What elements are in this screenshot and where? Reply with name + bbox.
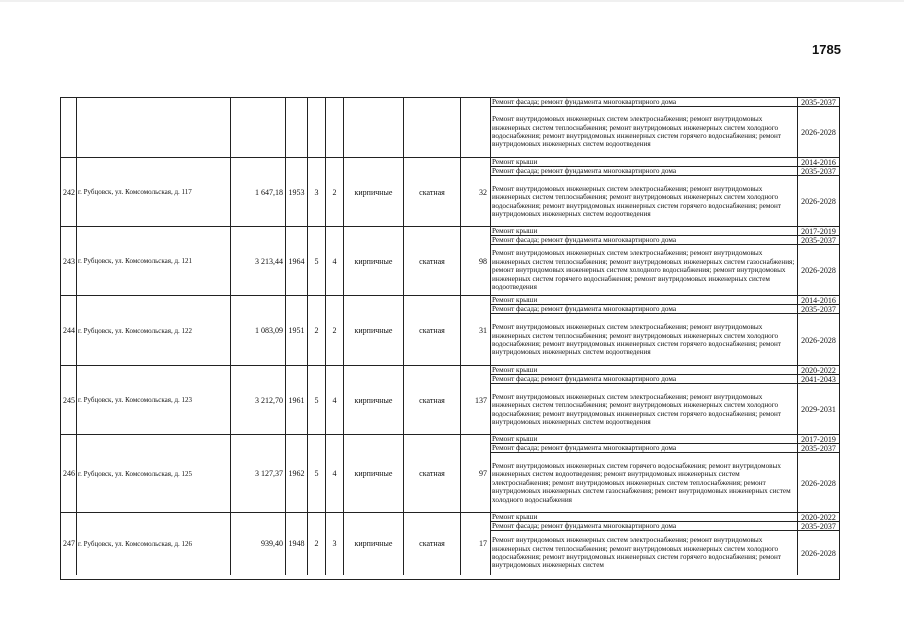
address-cell: г. Рубцовск, ул. Комсомольская, д. 121 <box>77 227 231 296</box>
works-list <box>491 513 839 575</box>
work-item <box>491 107 839 157</box>
work-description-text: Ремонт внутридомовых инженерных систем электроснабжения; ремонт внутридомовых инженерных систем теплоснабжения; ремонт внутридомовых инженерных систем холодного водоснабжения; ремонт внутридомовых инженерных систем горячего водоснабжения; ремонт внутридомовых инженерных систем водоотведения <box>492 184 782 218</box>
work-description <box>491 513 798 521</box>
works-list <box>491 158 839 227</box>
work-description <box>491 167 798 175</box>
area-cell: 3 127,37 <box>231 435 286 513</box>
work-description <box>491 435 798 443</box>
walls-cell: кирпичные <box>344 366 404 435</box>
work-item <box>491 513 839 522</box>
work-period: 2026-2028 <box>801 197 836 206</box>
work-item <box>491 236 839 245</box>
table-row-block <box>61 226 839 296</box>
work-description <box>491 296 798 304</box>
work-item <box>491 305 839 314</box>
floors-cell: 5 <box>308 366 326 435</box>
roof-cell: скатная <box>404 513 461 575</box>
work-description <box>491 366 798 374</box>
work-item <box>491 314 839 366</box>
area-cell: 3 212,70 <box>231 366 286 435</box>
work-period: 2029-2031 <box>801 405 836 414</box>
floors-cell: 5 <box>308 435 326 513</box>
area-cell <box>231 98 286 157</box>
work-description <box>491 531 798 575</box>
work-description-text: Ремонт внутридомовых инженерных систем электроснабжения; ремонт внутридомовых инженерных систем теплоснабжения; ремонт внутридомовых инженерных систем холодного водоснабжения; ремонт внутридомовых инженерных систем горячего водоснабжения; ремонт внутридомовых инженерных систем водоотведения <box>492 115 782 149</box>
row-number <box>61 98 77 157</box>
roof-cell <box>404 98 461 157</box>
work-period: 2020-2022 <box>801 512 836 522</box>
residents-cell: 98 <box>461 227 491 296</box>
work-description-text: Ремонт фасада; ремонт фундамента многоквартирного дома <box>492 444 677 452</box>
table-row-block <box>61 365 839 435</box>
work-description-text: Ремонт крыши <box>492 227 538 235</box>
walls-cell <box>344 98 404 157</box>
work-description-text: Ремонт крыши <box>492 296 538 304</box>
works-list <box>491 98 839 157</box>
table-row-block <box>61 98 839 157</box>
works-list <box>491 227 839 296</box>
work-description-text: Ремонт фасада; ремонт фундамента многоквартирного дома <box>492 375 677 383</box>
work-description <box>491 227 798 235</box>
work-item <box>491 435 839 444</box>
work-description-text: Ремонт фасада; ремонт фундамента многоквартирного дома <box>492 236 677 244</box>
row-number: 243 <box>61 227 77 296</box>
address-cell: г. Рубцовск, ул. Комсомольская, д. 123 <box>77 366 231 435</box>
work-description-text: Ремонт крыши <box>492 366 538 374</box>
work-description-text: Ремонт фасада; ремонт фундамента многоквартирного дома <box>492 305 677 313</box>
entrances-cell: 4 <box>326 366 344 435</box>
roof-cell: скатная <box>404 296 461 366</box>
table-row-block <box>61 157 839 227</box>
work-item <box>491 176 839 227</box>
work-description <box>491 375 798 383</box>
work-description <box>491 314 798 366</box>
work-description <box>491 98 798 106</box>
work-description-text: Ремонт фасада; ремонт фундамента многоквартирного дома <box>492 522 677 530</box>
entrances-cell <box>326 98 344 157</box>
row-number: 242 <box>61 158 77 227</box>
roof-cell: скатная <box>404 435 461 513</box>
work-description-text: Ремонт внутридомовых инженерных систем электроснабжения; ремонт внутридомовых инженерных систем теплоснабжения; ремонт внутридомовых инженерных систем холодного водоснабжения; ремонт внутридомовых инженерных систем горячего водоснабжения; ремонт внутридомовых инженерных систем <box>492 536 782 570</box>
work-period: 2026-2028 <box>801 266 836 275</box>
floors-cell <box>308 98 326 157</box>
table-row-block <box>61 512 839 575</box>
floors-cell: 3 <box>308 158 326 227</box>
work-description <box>491 444 798 452</box>
work-period: 2020-2022 <box>801 365 836 375</box>
work-item <box>491 296 839 305</box>
roof-cell: скатная <box>404 366 461 435</box>
address-cell: г. Рубцовск, ул. Комсомольская, д. 125 <box>77 435 231 513</box>
work-description <box>491 158 798 166</box>
residents-cell <box>461 98 491 157</box>
work-period: 2035-2037 <box>801 521 836 531</box>
year-cell: 1962 <box>286 435 308 513</box>
work-description <box>491 453 798 513</box>
area-cell: 3 213,44 <box>231 227 286 296</box>
table-row-block <box>61 434 839 513</box>
work-description-text: Ремонт фасада; ремонт фундамента многоквартирного дома <box>492 167 677 175</box>
work-item <box>491 384 839 435</box>
floors-cell: 2 <box>308 513 326 575</box>
work-item <box>491 245 839 296</box>
work-item <box>491 366 839 375</box>
work-description <box>491 176 798 227</box>
work-period: 2014-2016 <box>801 295 836 305</box>
work-item <box>491 531 839 575</box>
work-item <box>491 167 839 176</box>
entrances-cell: 2 <box>326 296 344 366</box>
area-cell: 1 647,18 <box>231 158 286 227</box>
residents-cell: 31 <box>461 296 491 366</box>
entrances-cell: 4 <box>326 435 344 513</box>
row-number: 246 <box>61 435 77 513</box>
work-period: 2035-2037 <box>801 304 836 314</box>
work-item <box>491 98 839 107</box>
work-description-text: Ремонт крыши <box>492 158 538 166</box>
work-period: 2041-2043 <box>801 374 836 384</box>
work-item <box>491 453 839 513</box>
work-description-text: Ремонт внутридомовых инженерных систем электроснабжения; ремонт внутридомовых инженерных систем теплоснабжения; ремонт внутридомовых инженерных систем холодного водоснабжения; ремонт внутридомовых инженерных систем горячего водоснабжения; ремонт внутридомовых инженерных систем водоотведения <box>492 392 782 426</box>
area-cell: 939,40 <box>231 513 286 575</box>
roof-cell: скатная <box>404 158 461 227</box>
work-description-text: Ремонт крыши <box>492 435 538 443</box>
works-list <box>491 435 839 513</box>
work-item <box>491 444 839 453</box>
year-cell: 1953 <box>286 158 308 227</box>
residents-cell: 137 <box>461 366 491 435</box>
row-number: 245 <box>61 366 77 435</box>
page-number: 1785 <box>812 42 841 57</box>
walls-cell: кирпичные <box>344 435 404 513</box>
scan-top-edge <box>0 0 904 2</box>
work-item <box>491 375 839 384</box>
work-period: 2026-2028 <box>801 478 836 488</box>
works-list <box>491 366 839 435</box>
work-description <box>491 522 798 530</box>
work-description-text: Ремонт крыши <box>492 513 538 521</box>
work-period: 2014-2016 <box>801 157 836 167</box>
row-number: 244 <box>61 296 77 366</box>
work-item <box>491 227 839 236</box>
roof-cell: скатная <box>404 227 461 296</box>
walls-cell: кирпичные <box>344 513 404 575</box>
year-cell: 1964 <box>286 227 308 296</box>
repair-schedule-table <box>60 97 840 580</box>
address-cell: г. Рубцовск, ул. Комсомольская, д. 117 <box>77 158 231 227</box>
work-description-text: Ремонт внутридомовых инженерных систем горячего водоснабжения; ремонт внутридомовых инженерных систем водоотведения; ремонт внутридомовых инженерных систем электроснабжения; ремонт внутридомовых инженерных систем теплоснабжения; ремонт внутридомовых инженерных систем газоснабжения; ремонт внутридомовых инженерных систем холодного водоснабжения <box>492 461 791 504</box>
work-period: 2026-2028 <box>801 127 836 137</box>
area-cell: 1 083,09 <box>231 296 286 366</box>
work-item <box>491 158 839 167</box>
entrances-cell: 2 <box>326 158 344 227</box>
work-description <box>491 384 798 435</box>
walls-cell: кирпичные <box>344 296 404 366</box>
residents-cell: 32 <box>461 158 491 227</box>
walls-cell: кирпичные <box>344 227 404 296</box>
address-cell: г. Рубцовск, ул. Комсомольская, д. 122 <box>77 296 231 366</box>
work-period: 2026-2028 <box>801 548 836 558</box>
floors-cell: 5 <box>308 227 326 296</box>
works-list <box>491 296 839 366</box>
floors-cell: 2 <box>308 296 326 366</box>
year-cell: 1948 <box>286 513 308 575</box>
work-description-text: Ремонт внутридомовых инженерных систем электроснабжения; ремонт внутридомовых инженерных систем теплоснабжения; ремонт внутридомовых инженерных систем холодного водоснабжения; ремонт внутридомовых инженерных систем горячего водоснабжения; ремонт внутридомовых инженерных систем водоотведения <box>492 323 782 357</box>
work-description-text: Ремонт фасада; ремонт фундамента многоквартирного дома <box>492 98 677 106</box>
entrances-cell: 3 <box>326 513 344 575</box>
residents-cell: 97 <box>461 435 491 513</box>
work-period: 2035-2037 <box>801 443 836 453</box>
work-item <box>491 522 839 531</box>
row-number: 247 <box>61 513 77 575</box>
work-description-text: Ремонт внутридомовых инженерных систем электроснабжения; ремонт внутридомовых инженерных систем теплоснабжения; ремонт внутридомовых инженерных систем газоснабжения; ремонт внутридомовых инженерных систем холодного водоснабжения; ремонт внутридомовых инженерных систем горячего водоснабжения; ремонт внутридомовых инженерных систем водоотведения <box>492 249 795 292</box>
work-period: 2017-2019 <box>801 226 836 236</box>
year-cell: 1951 <box>286 296 308 366</box>
table-row-block <box>61 295 839 366</box>
address-cell: г. Рубцовск, ул. Комсомольская, д. 126 <box>77 513 231 575</box>
work-period: 2017-2019 <box>801 434 836 444</box>
work-description <box>491 107 798 157</box>
work-period: 2035-2037 <box>801 166 836 176</box>
walls-cell: кирпичные <box>344 158 404 227</box>
residents-cell: 17 <box>461 513 491 575</box>
work-period: 2035-2037 <box>801 97 836 107</box>
work-description <box>491 305 798 313</box>
work-description <box>491 245 798 296</box>
year-cell: 1961 <box>286 366 308 435</box>
address-cell <box>77 98 231 157</box>
work-description <box>491 236 798 244</box>
work-period: 2035-2037 <box>801 235 836 245</box>
year-cell <box>286 98 308 157</box>
entrances-cell: 4 <box>326 227 344 296</box>
work-period: 2026-2028 <box>801 335 836 345</box>
